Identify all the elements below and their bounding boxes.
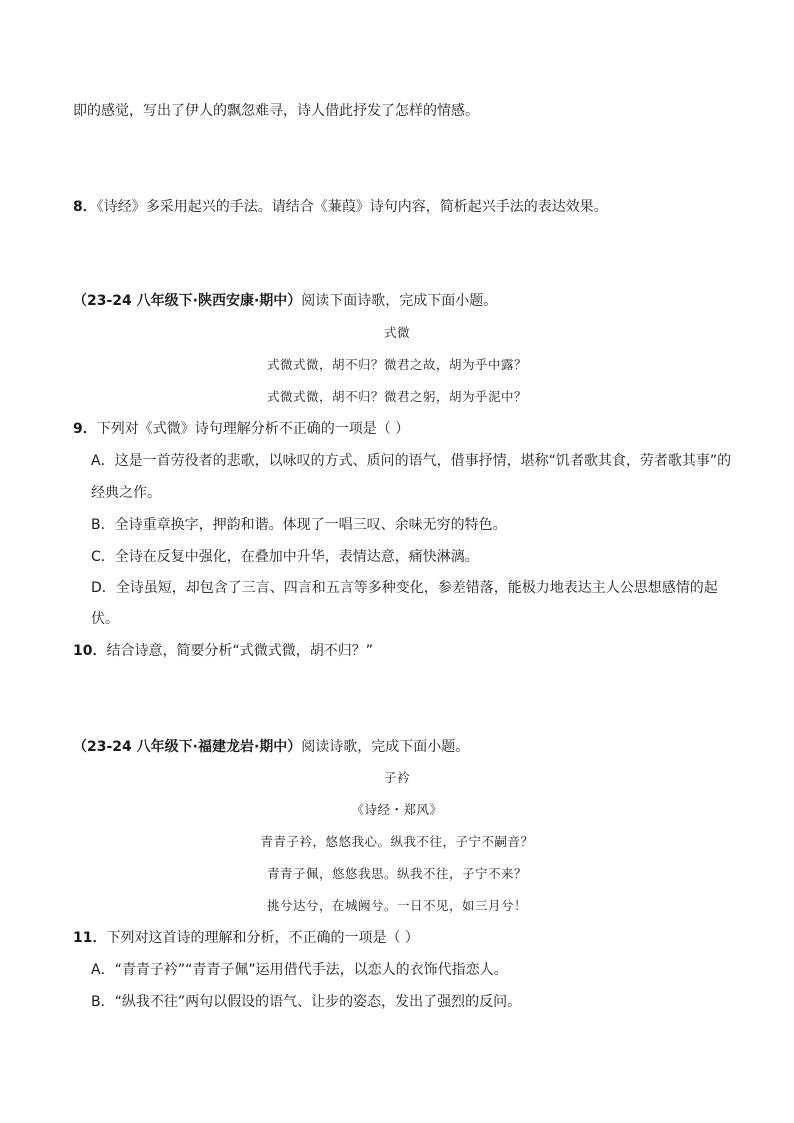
question-text: 下列对《式微》诗句理解分析不正确的一项是（ ） [96, 421, 410, 437]
section-2-header [73, 737, 469, 757]
option-c: C．全诗在反复中强化，在叠加中升华，表情达意，痛快淋漓。 [91, 549, 479, 565]
question-number: 10． [73, 643, 107, 659]
poem-line: 青青子佩，悠悠我思。纵我不往，子宁不来？ [266, 866, 527, 881]
poem-line: 青青子衿，悠悠我心。纵我不往，子宁不嗣音？ [260, 834, 534, 849]
poem-title: 子衿 [383, 770, 410, 785]
section-1-header [73, 291, 497, 311]
question-text: 《诗经》多采用起兴的手法。请结合《蒹葭》诗句内容，简析起兴手法的表达效果。 [96, 199, 608, 215]
poem-line: 式微式微，胡不归？微君之故，胡为乎中露？ [266, 357, 527, 372]
question-text: 下列对这首诗的理解和分析，不正确的一项是（ ） [106, 930, 419, 946]
source-tag: （23-24 八年级下·福建龙岩·期中） [73, 739, 302, 755]
source-tag: （23-24 八年级下·陕西安康·期中） [73, 293, 302, 309]
option-a: A．“青青子衿”“青青子佩”运用借代手法，以恋人的衣饰代指恋人。 [91, 962, 508, 978]
option-a: A．这是一首劳役者的悲歌，以咏叹的方式、质问的语气，借事抒情，堪称“饥者歌其食，劳者歌其事”的 [91, 453, 732, 469]
question-10 [73, 641, 373, 661]
section-instruction: 阅读下面诗歌，完成下面小题。 [301, 293, 498, 309]
question-8 [73, 197, 608, 217]
question-9 [73, 419, 409, 439]
option-d: D．全诗虽短，却包含了三言、四言和五言等多种变化，参差错落，能极力地表达主人公思想感情的起 [91, 580, 718, 596]
option-a-continued: 经典之作。 [91, 485, 161, 501]
question-number: 8． [73, 199, 97, 215]
poem-line: 挑兮达兮，在城阙兮。一日不见，如三月兮！ [266, 898, 527, 913]
intro-line: 即的感觉，写出了伊人的飘忽难寻，诗人借此抒发了怎样的情感。 [73, 103, 479, 119]
poem-line: 式微式微，胡不归？微君之躬，胡为乎泥中？ [266, 389, 527, 404]
question-11 [73, 928, 419, 948]
question-number: 9． [73, 421, 97, 437]
option-b: B．全诗重章换字，押韵和谐。体现了一唱三叹、余味无穷的特色。 [91, 517, 507, 533]
poem-subtitle: 《诗经・郑风》 [351, 802, 443, 817]
section-instruction: 阅读诗歌，完成下面小题。 [301, 739, 470, 755]
question-text: 结合诗意，简要分析“式微式微，胡不归？” [106, 643, 373, 659]
option-d-continued: 伏。 [91, 611, 119, 627]
poem-title: 式微 [383, 325, 410, 340]
question-number: 11． [73, 930, 107, 946]
option-b: B．“纵我不往”两句以假设的语气、让步的姿态，发出了强烈的反问。 [91, 994, 522, 1010]
